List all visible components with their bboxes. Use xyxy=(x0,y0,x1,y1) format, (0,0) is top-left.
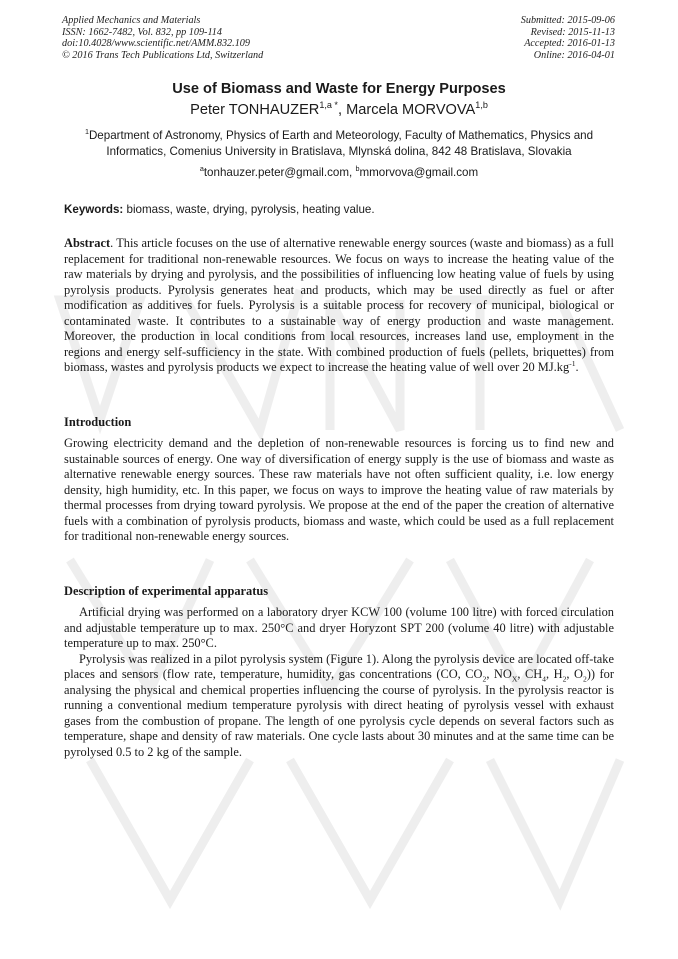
journal-copyright: © 2016 Trans Tech Publications Ltd, Switzerland xyxy=(62,49,264,61)
abstract xyxy=(64,236,614,376)
abstract-label: Abstract xyxy=(64,236,111,250)
date-online: Online: 2016-04-01 xyxy=(533,49,615,61)
description-paragraph-2 xyxy=(64,652,614,761)
author-2: Marcela MORVOVA xyxy=(346,102,476,118)
abstract-unit-exponent: -1 xyxy=(569,358,576,368)
p2-text-c: , CH xyxy=(517,667,543,681)
author-emails xyxy=(0,166,678,179)
author-separator: , xyxy=(337,102,347,118)
abstract-text: . This article focuses on the use of alternative renewable energy sources (waste and biomass) as a full replacement for traditional non-renewable resources. We focus on ways to increase the heating value of the raw materials by drying and pyrolysis, and the possibilities of influencing low heating value of fuels by using pyrolysis products. Pyrolysis generates heat and products, which may be used directly as fuel or after modification as additives for fuels. Pyrolysis is a suitable process for recovery of municipal, biological or contaminated waste. It contributes to a sustainable way of energy production and waste management. Moreover, the production in local conditions from local resources, increases land use, employment in the regions and energy self-sufficiency in the state. With combined production of fuels (pellets, briquettes) from biomass, wastes and pyrolysis products we expect to increase the heating value of well over 20 MJ.kg xyxy=(64,236,614,374)
p2-text-a: Pyrolysis was realized in a pilot pyrolysis system (Figure 1). Along the pyrolysis device are located off-take places and sensors (flow rate, temperature, humidity, gas concentrations (CO, CO xyxy=(64,651,614,681)
abstract-end: . xyxy=(575,360,579,374)
email-a: tonhauzer.peter@gmail.com, xyxy=(203,166,356,179)
description-section xyxy=(64,605,614,760)
author-line xyxy=(0,102,678,118)
submission-dates xyxy=(521,15,615,61)
author-2-affil: 1,b xyxy=(475,100,488,111)
author-1-affil: 1,a * xyxy=(319,100,338,111)
description-heading: Description of experimental apparatus xyxy=(64,584,269,598)
p2-sub-nox: X xyxy=(511,674,518,684)
affiliation xyxy=(64,128,614,159)
p2-text-e: , O xyxy=(566,667,583,681)
description-paragraph-1: Artificial drying was performed on a laboratory dryer KCW 100 (volume 100 litre) with forced circulation and adjustable temperature up to max. 250°C and dryer Horyzont SPT 200 (volume 40 litre) with adjustable temperature up to max. 250°C. xyxy=(64,605,614,650)
affiliation-mark: 1 xyxy=(84,127,89,137)
date-submitted: Submitted: 2015-09-06 xyxy=(520,15,615,26)
email-b: mmorvova@gmail.com xyxy=(359,166,479,179)
introduction-paragraph: Growing electricity demand and the depletion of non-renewable resources is forcing us to find new and sustainable sources of energy. One way of diversification of energy supply is the use of biomass and waste as alternative renewable energy sources. These raw materials have not often sufficient quality, i.e. low energy density, high humidity, etc. In this paper, we focus on ways to improve the heating value of raw materials by thermal processes from drying toward pyrolysis. We propose at the end of the paper the creation of alternative fuels with a combination of pyrolysis products, biomass and waste, which could be used as a full replacement for traditional non-renewable energy sources. xyxy=(64,436,614,543)
p2-text-f: )) for analysing the physical and chemical properties influencing the course of pyrolysis. In the pyrolysis reactor is running a conventional medium temperature pyrolysis with direct heating of pyrolysis vessel with exhaust gases from the combustion of propane. The length of one pyrolysis cycle depends on several factors such as temperature, shape and density of raw materials. One cycle lasts about 30 minutes and at the same time can be pyrolysed 0.5 to 2 kg of the sample. xyxy=(64,667,614,759)
journal-issn: ISSN: 1662-7482, Vol. 832, pp 109-114 xyxy=(62,26,222,38)
abstract-paragraph xyxy=(64,236,614,376)
p2-sub-h2: 2 xyxy=(562,674,567,684)
date-revised: Revised: 2015-11-13 xyxy=(530,26,615,38)
journal-info xyxy=(62,15,263,61)
keywords-text: biomass, waste, drying, pyrolysis, heating value. xyxy=(123,203,375,216)
author-1: Peter TONHAUZER xyxy=(190,102,320,118)
p2-sub-co2: 2 xyxy=(482,674,487,684)
p2-text-d: , H xyxy=(546,667,563,681)
introduction-heading: Introduction xyxy=(64,415,132,429)
affiliation-text: Department of Astronomy, Physics of Earth and Meteorology, Faculty of Mathematics, Physics and Informatics, Comenius University in Bratislava, Mlynská dolina, 842 48 Bratislava, Slovakia xyxy=(88,129,594,158)
p2-sub-o2: 2 xyxy=(582,674,587,684)
keywords-label: Keywords: xyxy=(64,203,124,216)
journal-doi: doi:10.4028/www.scientific.net/AMM.832.109 xyxy=(62,38,250,49)
paper-title: Use of Biomass and Waste for Energy Purposes xyxy=(172,81,506,97)
email-a-mark: a xyxy=(199,164,204,174)
keywords xyxy=(64,203,616,216)
p2-text-b: , NO xyxy=(486,667,512,681)
introduction-section xyxy=(64,436,614,545)
p2-sub-ch4: 4 xyxy=(542,674,547,684)
journal-name: Applied Mechanics and Materials xyxy=(62,15,201,26)
date-accepted: Accepted: 2016-01-13 xyxy=(524,38,615,49)
email-b-mark: b xyxy=(355,164,360,174)
